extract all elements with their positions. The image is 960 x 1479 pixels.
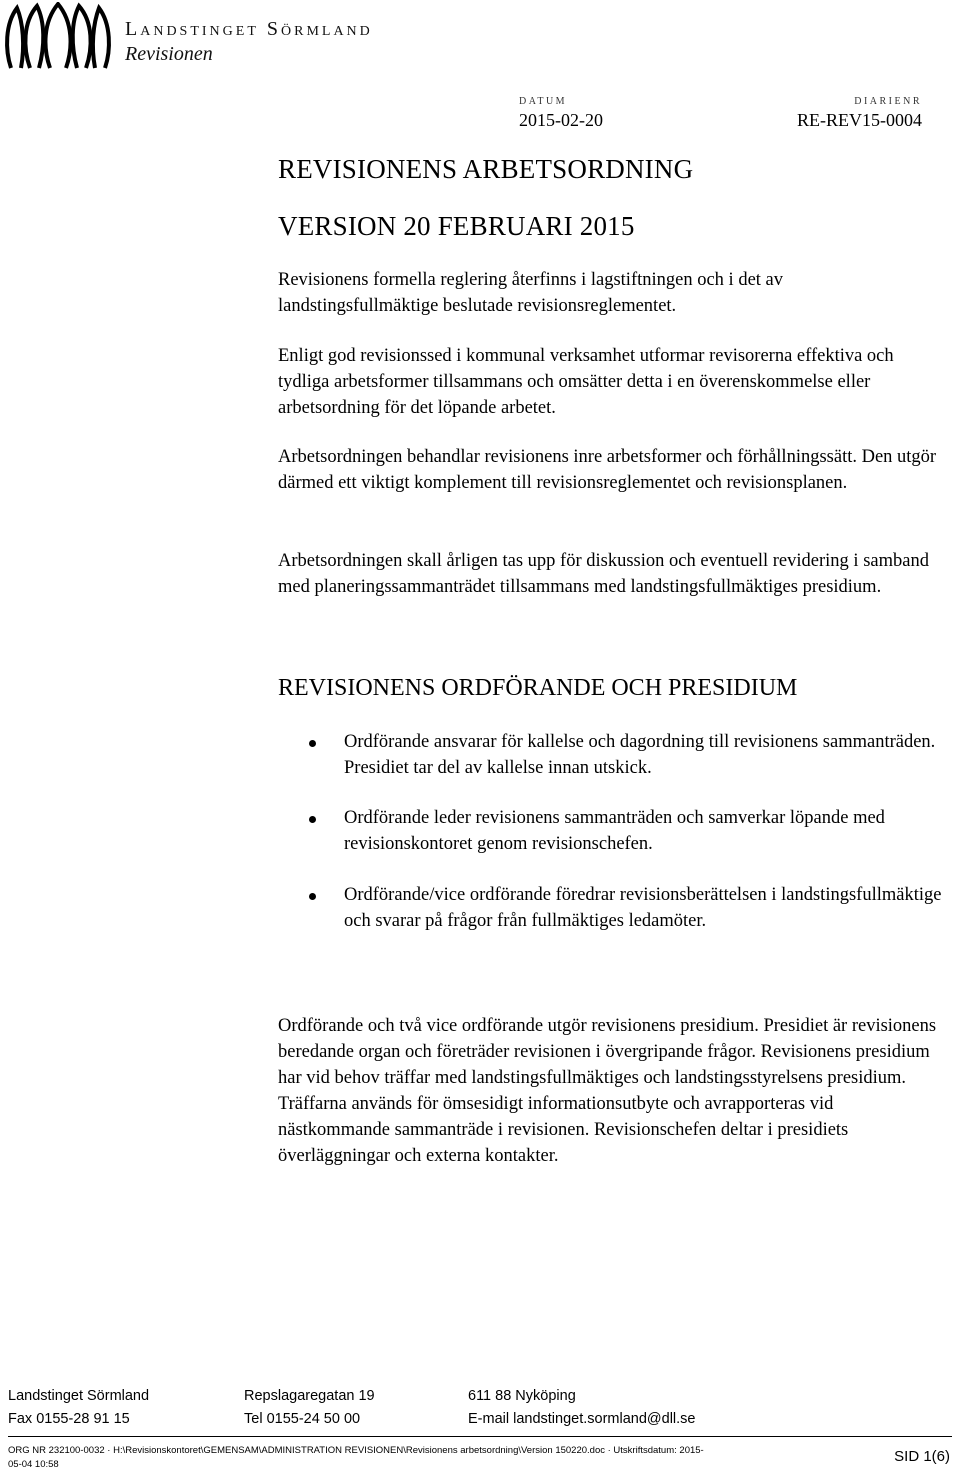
footer-street: Repslagaregatan 19 [244, 1388, 375, 1404]
footer-tel: Tel 0155-24 50 00 [244, 1411, 361, 1427]
page-indicator: SID 1(6) [894, 1448, 950, 1465]
footer-city: 611 88 Nyköping [468, 1388, 576, 1404]
bullet-icon [309, 740, 316, 747]
date-value: 2015-02-20 [519, 110, 603, 130]
document-version: VERSION 20 FEBRUARI 2015 [278, 211, 635, 241]
footer-divider [8, 1436, 952, 1437]
footer-file-info: ORG NR 232100-0032 · H:\Revisionskontoret\GEMENSAM\ADMINISTRATION REVISIONEN\Revisionens arbetsordning\Version 150220.doc · Utskriftsdatum: 2015-05-04 10:58 [8, 1445, 704, 1470]
footer-org-name: Landstinget Sörmland [8, 1388, 150, 1404]
footer-email[interactable]: E-mail landstinget.sormland@dll.se [468, 1411, 696, 1427]
date-label: DATUM [519, 96, 568, 107]
org-unit: Revisionen [125, 43, 213, 65]
diarienr-label: DIARIENR [854, 96, 922, 107]
section-heading: REVISIONENS ORDFÖRANDE OCH PRESIDIUM [278, 675, 798, 701]
intro-paragraph-1: Revisionens formella reglering återfinns i lagstiftningen och i det av landstingsfullmäktige beslutade revisionsreglementet. [278, 270, 784, 316]
footer-fax: Fax 0155-28 91 15 [8, 1411, 130, 1427]
document-title: REVISIONENS ARBETSORDNING [278, 154, 694, 184]
bullet-item-1: Ordförande ansvarar för kallelse och dagordning till revisionens sammanträden. Presidiet tar del av kallelse innan utskick. [344, 732, 936, 778]
org-name: Landstinget Sörmland [125, 18, 373, 40]
bullet-item-3: Ordförande/vice ordförande föredrar revisionsberättelsen i landstingsfullmäktige och svarar på frågor från fullmäktiges ledamöter. [344, 885, 942, 931]
intro-paragraph-4: Arbetsordningen skall årligen tas upp för diskussion och eventuell revidering i samband med planeringssammanträdet tillsammans med landstingsfullmäktiges presidium. [278, 551, 929, 597]
bullet-item-2: Ordförande leder revisionens sammanträden och samverkar löpande med revisionskontoret genom revisionschefen. [344, 808, 885, 854]
diarienr-value: RE-REV15-0004 [797, 110, 922, 130]
bullet-icon [309, 893, 316, 900]
tulip-crown-logo-icon [3, 2, 113, 70]
bullet-icon [309, 816, 316, 823]
intro-paragraph-3: Arbetsordningen behandlar revisionens inre arbetsformer och förhållningssätt. Den utgör därmed ett viktigt komplement till revisionsreglementet och revisionsplanen. [278, 447, 937, 493]
intro-paragraph-2: Enligt god revisionssed i kommunal verksamhet utformar revisorerna effektiva och tydliga arbetsformer tillsammans och omsätter detta i en överenskommelse eller arbetsordning för det löpande arbetet. [278, 346, 894, 418]
presidium-paragraph: Ordförande och två vice ordförande utgör revisionens presidium. Presidiet är revisionens beredande organ och företräder revisionen i övergripande frågor. Revisionens presidium har vid behov träffar med landstingsfullmäktiges och landstingsstyrelsens presidium. Träffarna används för ömsesidigt informationsutbyte och avrapporteras vid nästkommande sammanträde i revisionen. Revisionschefen deltar i presidiets överläggningar och externa kontakter. [278, 1016, 937, 1166]
